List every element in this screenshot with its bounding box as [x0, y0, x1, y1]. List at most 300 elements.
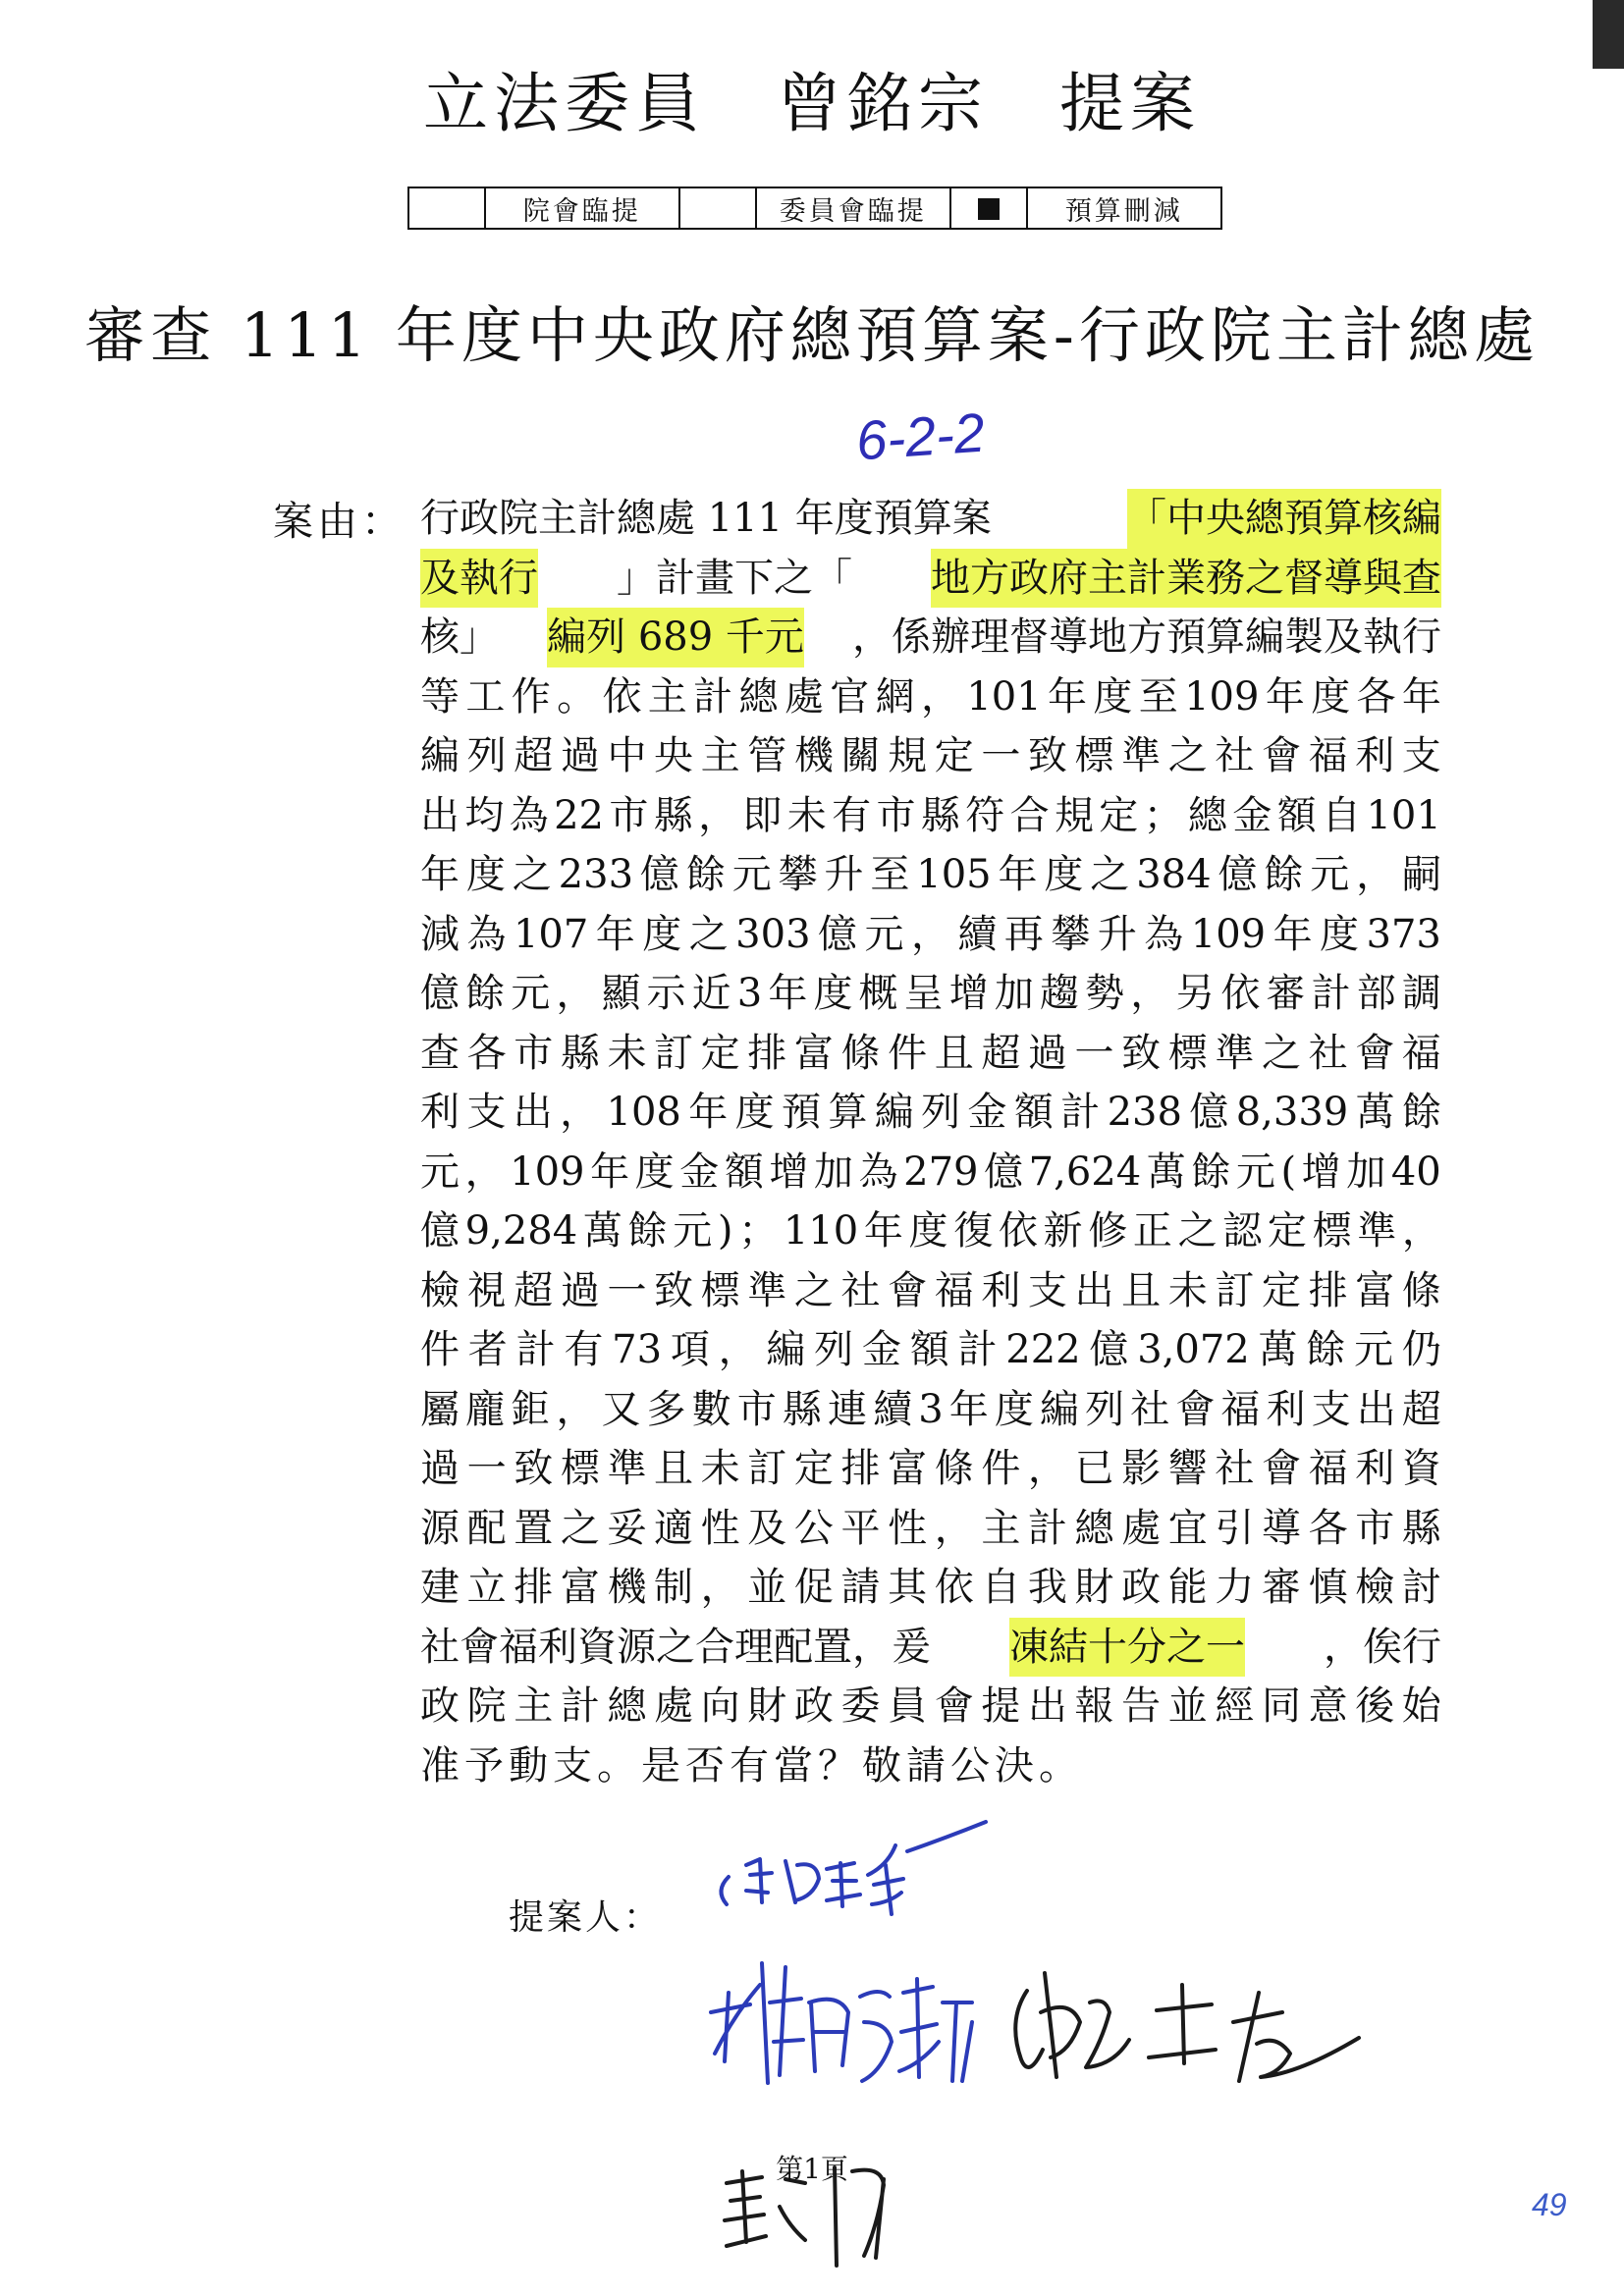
body-char: 一	[1074, 1030, 1114, 1076]
body-char: 勢	[1085, 971, 1125, 1016]
body-char: 109	[1190, 911, 1267, 957]
body-char: 年	[1048, 673, 1088, 720]
body-char: 適	[654, 1505, 694, 1551]
case-body-line	[420, 1083, 1441, 1143]
label-committee-motion: 委員會臨提	[756, 187, 950, 229]
highlighted-text: 「中央總預算核編	[1127, 489, 1441, 549]
body-char: 萬	[1146, 1148, 1186, 1195]
body-char: 顯	[601, 971, 641, 1016]
body-char: 過	[560, 1267, 600, 1313]
body-char: ，	[920, 673, 960, 720]
proposal-type-table	[407, 187, 1222, 230]
body-char: 立	[466, 1565, 507, 1610]
body-char: 規	[1054, 792, 1094, 838]
body-char: ，	[718, 1327, 758, 1372]
body-char: 仍	[1401, 1327, 1441, 1372]
case-body-line	[420, 1499, 1441, 1559]
body-char: 年	[420, 852, 460, 897]
case-body-line	[420, 608, 1441, 667]
body-char: 度	[994, 1386, 1034, 1432]
body-char: 度	[465, 852, 506, 897]
handwritten-page-stamp: 49	[1532, 2187, 1567, 2222]
body-char: 計	[515, 1327, 556, 1372]
body-char: 額	[909, 1327, 949, 1372]
body-char: 金	[679, 1148, 720, 1195]
case-body-line	[420, 1201, 1441, 1261]
body-char: 概	[858, 971, 898, 1016]
body-char: 餘	[1264, 852, 1304, 897]
body-char: 合	[1009, 792, 1050, 838]
body-char: 財	[747, 1683, 787, 1729]
body-char: 新	[1043, 1208, 1083, 1254]
body-char: 計	[1311, 971, 1351, 1016]
body-char: 年	[590, 1148, 630, 1195]
body-char: 視	[466, 1267, 507, 1313]
body-char: 總	[1074, 1505, 1114, 1551]
body-char: 並	[747, 1565, 787, 1610]
body-char: 至	[870, 852, 910, 897]
body-char: 鉅	[511, 1386, 551, 1432]
body-char: 出	[420, 792, 460, 838]
body-text: 核」	[420, 614, 499, 660]
body-char: 額	[1013, 1090, 1054, 1135]
body-char: 利	[420, 1090, 460, 1135]
body-char: 計	[1060, 1090, 1101, 1135]
body-char: 億	[1218, 852, 1258, 897]
body-char: 標	[1312, 1208, 1352, 1254]
body-char: 件	[420, 1327, 460, 1372]
body-char: 額	[1276, 792, 1317, 838]
body-char: 並	[1167, 1683, 1208, 1729]
body-char: 為	[1144, 911, 1184, 957]
body-char: 富	[560, 1565, 600, 1610]
body-char: 年	[688, 1090, 729, 1135]
body-char: 性	[888, 1505, 928, 1551]
body-char: 符	[965, 792, 1005, 838]
body-char: 出	[1074, 1267, 1114, 1313]
body-char: 制	[654, 1565, 694, 1610]
body-char: 且	[1121, 1267, 1162, 1313]
body-char: 條	[840, 1030, 881, 1076]
body-text: 」計畫下之「	[617, 555, 852, 601]
body-char: 標	[1074, 733, 1114, 778]
body-char: 導	[1261, 1505, 1301, 1551]
body-char: 處	[784, 673, 824, 720]
body-char: 元	[673, 1208, 713, 1254]
body-char: 慎	[1308, 1565, 1348, 1610]
body-char: 響	[1167, 1446, 1208, 1491]
body-char: 年	[948, 1386, 989, 1432]
body-char: 標	[700, 1267, 740, 1313]
body-char: 元	[731, 852, 772, 897]
label-budget-cut: 預算刪減	[1027, 187, 1221, 229]
case-body-line	[420, 1024, 1441, 1084]
case-body-line	[420, 1261, 1441, 1321]
body-char: 向	[700, 1683, 740, 1729]
body-char: 縣	[782, 1386, 822, 1432]
body-char: 計	[957, 1327, 998, 1372]
body-char: 度	[1320, 911, 1360, 957]
body-char: 支	[1027, 1267, 1067, 1313]
body-char: 度	[1044, 852, 1084, 897]
body-char: 致	[1027, 733, 1067, 778]
body-char: 列	[1085, 1386, 1125, 1432]
case-body-line	[420, 726, 1441, 786]
body-char: 定	[1261, 1267, 1301, 1313]
body-char: 萬	[1258, 1327, 1298, 1372]
case-body-line	[420, 1380, 1441, 1440]
body-char: 定	[793, 1446, 834, 1491]
body-char: 億	[420, 971, 460, 1016]
body-char: 編	[766, 1327, 806, 1372]
case-body-line	[420, 1618, 1441, 1678]
body-char: 福	[1401, 1030, 1441, 1076]
body-char: 宜	[1167, 1505, 1208, 1551]
body-char: 會	[1261, 1446, 1301, 1491]
body-char: 市	[736, 1386, 777, 1432]
body-char: ，	[910, 911, 950, 957]
body-char: 238	[1107, 1090, 1182, 1135]
body-char: 利	[1355, 1446, 1395, 1491]
body-char: 總	[1188, 792, 1228, 838]
body-char: 各	[1308, 1505, 1348, 1551]
body-char: 準	[747, 1267, 787, 1313]
body-char: 者	[467, 1327, 508, 1372]
body-char: 員	[888, 1683, 928, 1729]
body-text: ，係辦理督導地方預算編製及執行	[852, 614, 1441, 660]
body-char: 自	[1322, 792, 1362, 838]
body-char: ，	[700, 1565, 740, 1610]
body-char: 加	[994, 971, 1034, 1016]
body-char: 央	[654, 733, 694, 778]
body-char: 社	[1215, 1446, 1255, 1491]
body-char: 即	[742, 792, 783, 838]
body-char: 過	[420, 1446, 460, 1491]
body-char: 其	[888, 1565, 928, 1610]
body-char: 排	[514, 1565, 554, 1610]
highlighted-text: 及執行	[420, 549, 538, 609]
body-char: 109	[510, 1148, 585, 1195]
body-char: 富	[888, 1446, 928, 1491]
body-char: 元	[1235, 1148, 1275, 1195]
body-char: 計	[560, 1683, 600, 1729]
body-char: 多	[646, 1386, 686, 1432]
body-char: 過	[1027, 1030, 1067, 1076]
body-char: 福	[1308, 733, 1348, 778]
checkbox-floor-motion[interactable]	[408, 187, 485, 229]
body-char: 未	[607, 1030, 647, 1076]
body-char: 且	[654, 1446, 694, 1491]
body-char: 縣	[1401, 1505, 1441, 1551]
body-char: 列	[466, 733, 507, 778]
body-char: 依	[1220, 971, 1261, 1016]
body-char: 近	[691, 971, 731, 1016]
body-char: 性	[700, 1505, 740, 1551]
body-char: 億	[818, 911, 857, 957]
body-char: 超	[514, 733, 554, 778]
case-body-line	[420, 845, 1441, 905]
body-char: 處	[654, 1683, 694, 1729]
body-char: 政	[793, 1683, 834, 1729]
body-char: 支	[1401, 733, 1441, 778]
body-char: 市	[609, 792, 649, 838]
body-text: 行政院主計總處 111 年度預算案	[420, 496, 992, 541]
body-char: 告	[1121, 1683, 1162, 1729]
body-char: 之	[560, 1505, 600, 1551]
body-char: 配	[466, 1505, 507, 1551]
body-char: 市	[876, 792, 916, 838]
body-char: ，	[698, 792, 738, 838]
body-char: 正	[1132, 1208, 1172, 1254]
body-char: 各	[1356, 673, 1396, 720]
case-body-line	[420, 1558, 1441, 1618]
body-char: ，	[1401, 1208, 1441, 1254]
body-char: 社	[840, 1267, 881, 1313]
body-char: 億	[984, 1148, 1024, 1195]
body-char: 年	[1272, 911, 1313, 957]
body-char: 萬	[582, 1208, 623, 1254]
body-char: 等	[420, 673, 460, 720]
body-char: 利	[981, 1267, 1021, 1313]
body-char: 減	[420, 911, 460, 957]
body-char: 官	[830, 673, 870, 720]
body-char: 億	[639, 852, 679, 897]
body-char: 108	[606, 1090, 681, 1135]
body-char: 條	[1401, 1267, 1441, 1313]
body-char: 度	[642, 911, 682, 957]
body-char: 233	[558, 852, 634, 897]
checkbox-budget-cut[interactable]	[950, 187, 1027, 229]
body-char: 市	[1355, 1505, 1395, 1551]
body-char: ，	[1356, 852, 1396, 897]
highlighted-text: 凍結十分之一	[1009, 1618, 1245, 1678]
body-char: 未	[700, 1446, 740, 1491]
body-char: 意	[1308, 1683, 1348, 1729]
case-body-line	[420, 1143, 1441, 1202]
body-char: 年	[768, 971, 808, 1016]
body-char: 增	[948, 971, 989, 1016]
body-char: 依	[602, 673, 642, 720]
body-char: 支	[1311, 1386, 1351, 1432]
body-char: 222	[1005, 1327, 1081, 1372]
body-char: ，	[934, 1505, 974, 1551]
body-char: 審	[1261, 1565, 1301, 1610]
body-char: 提	[981, 1683, 1021, 1729]
body-text: 社會福利資源之合理配置，爰	[420, 1624, 931, 1670]
body-char: 致	[514, 1446, 554, 1491]
body-char: ，	[556, 971, 596, 1016]
body-char: 準	[1215, 1030, 1255, 1076]
body-char: 度	[1311, 673, 1351, 720]
case-body	[420, 489, 1441, 1795]
body-char: 復	[953, 1208, 994, 1254]
body-char: 致	[654, 1267, 694, 1313]
body-char: 各	[466, 1030, 507, 1076]
body-char: 依	[934, 1565, 974, 1610]
body-char: 度	[813, 971, 853, 1016]
body-char: 億	[1089, 1327, 1129, 1372]
body-char: 元	[1354, 1327, 1394, 1372]
body-char: 條	[934, 1446, 974, 1491]
body-char: 列	[921, 1090, 961, 1135]
body-char: 增	[769, 1148, 809, 1195]
body-char: ，	[560, 1090, 600, 1135]
body-char: 支	[466, 1090, 507, 1135]
body-char: 數	[691, 1386, 731, 1432]
body-char: 8,339	[1235, 1090, 1349, 1135]
body-char: 279	[903, 1148, 979, 1195]
body-char: 網	[875, 673, 915, 720]
body-char: 已	[1074, 1446, 1114, 1491]
body-char: 能	[1167, 1565, 1208, 1610]
body-char: 107	[513, 911, 589, 957]
body-char: 訂	[1215, 1267, 1255, 1313]
body-char: 我	[1027, 1565, 1067, 1610]
body-char: 修	[1088, 1208, 1128, 1254]
body-char: 預	[781, 1090, 821, 1135]
body-char: 另	[1175, 971, 1216, 1016]
body-char: ，	[464, 1148, 505, 1195]
body-char: 餘	[1191, 1148, 1231, 1195]
body-char: 力	[1215, 1565, 1255, 1610]
body-char: 訂	[654, 1030, 694, 1076]
body-char: 未	[1167, 1267, 1208, 1313]
body-char: 餘	[1306, 1327, 1346, 1372]
body-char: 編	[874, 1090, 914, 1135]
case-body-line	[420, 489, 1441, 549]
body-char: 均	[464, 792, 505, 838]
highlighted-text: 地方政府主計業務之督導與查	[931, 549, 1441, 609]
body-char: 縣	[920, 792, 960, 838]
case-body-line	[420, 1736, 1441, 1796]
proposer-label: 提案人：	[509, 1897, 663, 1938]
case-body-line	[420, 1439, 1441, 1499]
body-char: 認	[1222, 1208, 1263, 1254]
body-char: 源	[420, 1505, 460, 1551]
body-char: 金	[1232, 792, 1272, 838]
body-char: 主	[700, 733, 740, 778]
body-char: 市	[514, 1030, 554, 1076]
body-char: 年	[595, 911, 635, 957]
body-char: 建	[420, 1565, 460, 1610]
body-char: 政	[420, 1683, 460, 1729]
proposer-header: 立法委員 曾銘宗 提案	[423, 66, 1201, 141]
body-char: 額	[724, 1148, 764, 1195]
body-char: 3,072	[1137, 1327, 1250, 1372]
body-char: 升	[1097, 911, 1137, 957]
body-char: 為	[509, 792, 549, 838]
body-char: 調	[1401, 971, 1441, 1016]
body-char: 110	[783, 1208, 859, 1254]
body-char: 餘	[685, 852, 726, 897]
body-char: 元	[864, 911, 904, 957]
body-char: 之	[1167, 733, 1208, 778]
body-char: 社	[1215, 733, 1255, 778]
label-floor-motion: 院會臨提	[485, 187, 679, 229]
body-char: 之	[512, 852, 552, 897]
body-char: 超	[514, 1267, 554, 1313]
body-char: 縣	[560, 1030, 600, 1076]
body-char: 為	[858, 1148, 898, 1195]
body-char: 定	[934, 733, 974, 778]
body-char: 303	[735, 911, 811, 957]
body-char: 計	[1027, 1505, 1067, 1551]
body-char: 連	[827, 1386, 867, 1432]
handwritten-doc-number: 6-2-2	[853, 400, 987, 472]
signature-3	[1015, 1973, 1359, 2081]
body-char: 超	[1401, 1386, 1441, 1432]
body-char: 為	[466, 911, 507, 957]
body-char: 關	[840, 733, 881, 778]
case-body-line	[420, 786, 1441, 846]
body-char: 報	[1074, 1683, 1114, 1729]
body-char: 嗣	[1402, 852, 1441, 897]
body-char: 之	[1090, 852, 1130, 897]
body-char: 3	[736, 971, 763, 1016]
body-char: 平	[840, 1505, 881, 1551]
body-char: 101	[1366, 792, 1441, 838]
body-char: 福	[934, 1267, 974, 1313]
body-char: 自	[981, 1565, 1021, 1610]
body-char: 續	[873, 1386, 913, 1432]
body-char: 妥	[607, 1505, 647, 1551]
body-char: 至	[1138, 673, 1178, 720]
body-char: 9,284	[464, 1208, 578, 1254]
body-char: 趨	[1039, 971, 1079, 1016]
body-char: 73	[612, 1327, 663, 1372]
body-char: 出	[513, 1090, 553, 1135]
body-char: 示	[646, 971, 686, 1016]
body-text: ，俟行	[1324, 1624, 1441, 1670]
body-text: 准予動支。是否有當？敬請公決。	[420, 1742, 1083, 1789]
body-char: 富	[1355, 1267, 1395, 1313]
body-char: (	[1280, 1148, 1297, 1195]
body-char: 萬	[1355, 1090, 1395, 1135]
body-char: 處	[1121, 1505, 1162, 1551]
body-char: 機	[607, 1565, 647, 1610]
case-body-line	[420, 1677, 1441, 1736]
body-char: 機	[793, 733, 834, 778]
body-char: 準	[1357, 1208, 1397, 1254]
body-char: 項	[670, 1327, 710, 1372]
checkbox-committee-motion[interactable]	[679, 187, 756, 229]
body-char: 主	[647, 673, 687, 720]
body-char: 會	[1261, 733, 1301, 778]
body-char: 又	[601, 1386, 641, 1432]
body-char: 工	[465, 673, 506, 720]
case-body-line	[420, 905, 1441, 965]
body-char: 算	[828, 1090, 868, 1135]
body-char: 縣	[653, 792, 693, 838]
body-char: 定	[700, 1030, 740, 1076]
body-char: 有	[832, 792, 872, 838]
body-char: 105	[916, 852, 992, 897]
body-char: 富	[793, 1030, 834, 1076]
body-char: 資	[1401, 1446, 1441, 1491]
body-char: 攀	[778, 852, 818, 897]
body-char: 龐	[465, 1386, 506, 1432]
body-char: 中	[607, 733, 647, 778]
body-char: 討	[1401, 1565, 1441, 1610]
body-char: 之	[793, 1267, 834, 1313]
body-char: 屬	[420, 1386, 460, 1432]
body-char: 元	[1310, 852, 1350, 897]
body-char: 政	[1121, 1565, 1162, 1610]
body-char: 呈	[903, 971, 944, 1016]
body-char: 度	[634, 1148, 675, 1195]
body-char: 加	[813, 1148, 853, 1195]
case-body-line	[420, 549, 1441, 609]
